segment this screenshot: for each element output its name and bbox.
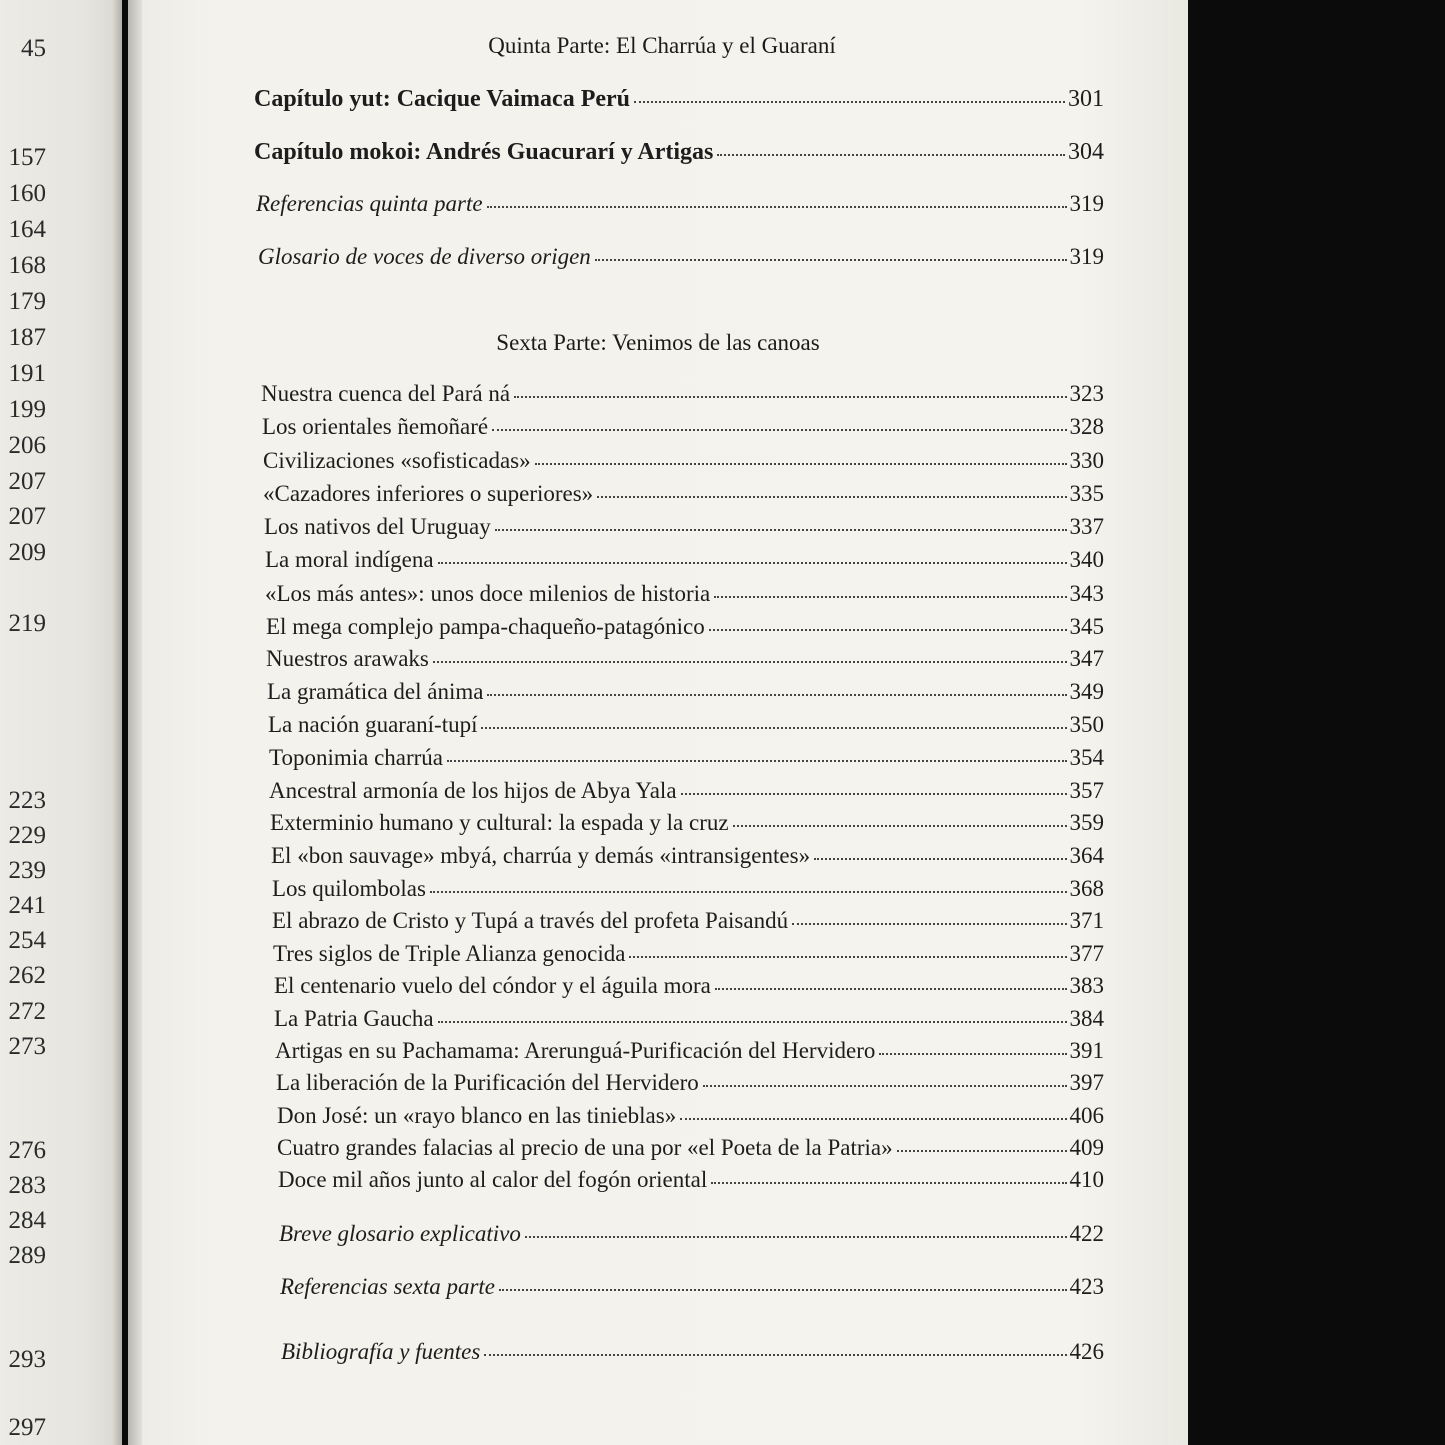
entry-title: Toponimia charrúa: [269, 745, 444, 770]
extra-title: Bibliografía y fuentes: [281, 1339, 481, 1364]
toc-entry: [274, 974, 1104, 997]
extra-title: Referencias sexta parte: [280, 1274, 496, 1299]
dot-leader: [717, 154, 1065, 156]
entry-title: Los quilombolas: [272, 876, 426, 901]
dot-leader: [481, 727, 1066, 729]
entry-page: 364: [1069, 843, 1104, 868]
entry-page: 323: [1069, 381, 1104, 406]
page-number: 206: [8, 432, 46, 459]
page-number: 276: [8, 1137, 46, 1164]
toc-entry: [270, 811, 1104, 834]
entry-page: 349: [1069, 679, 1104, 704]
dot-leader: [703, 1085, 1067, 1087]
toc-chapter: [254, 140, 1104, 164]
entry-page: 335: [1069, 481, 1104, 506]
dot-leader: [879, 1053, 1066, 1055]
entry-title: Los orientales ñemoñaré: [262, 414, 489, 439]
toc-entry: [264, 515, 1104, 538]
page-number: 284: [8, 1207, 46, 1234]
page-number: 272: [8, 998, 46, 1025]
entry-page: 345: [1069, 614, 1104, 639]
toc-entry: [265, 582, 1104, 605]
dot-leader: [629, 956, 1066, 958]
dot-leader: [484, 1354, 1066, 1356]
entry-page: 397: [1069, 1070, 1104, 1095]
dot-leader: [535, 463, 1067, 465]
page-number: 297: [8, 1414, 46, 1441]
toc-entry: [276, 1071, 1104, 1094]
toc-entry: [266, 615, 1104, 638]
previous-page: [0, 0, 122, 1445]
entry-title: Cuatro grandes falacias al precio de una por «el Poeta de la Patria»: [277, 1135, 893, 1160]
page-number: 283: [8, 1172, 46, 1199]
entry-page: 377: [1069, 941, 1104, 966]
extra-title: Referencias quinta parte: [256, 191, 483, 216]
entry-page: 330: [1069, 448, 1104, 473]
page-number: 254: [8, 927, 46, 954]
toc-extra: [256, 192, 1104, 215]
page-number: 273: [8, 1033, 46, 1060]
entry-title: El «bon sauvage» mbyá, charrúa y demás «intransigentes»: [271, 843, 811, 868]
entry-page: 340: [1069, 547, 1104, 572]
extra-page: 422: [1069, 1221, 1104, 1246]
page-number: 157: [8, 144, 46, 171]
dot-leader: [595, 259, 1067, 261]
chapter-page: 304: [1068, 139, 1104, 165]
toc-entry: [262, 415, 1104, 438]
toc-entry: [267, 680, 1104, 703]
entry-title: «Cazadores inferiores o superiores»: [263, 481, 594, 506]
toc-entry: [266, 647, 1104, 670]
entry-title: El mega complejo pampa-chaqueño-patagónico: [266, 614, 705, 639]
dot-leader: [634, 101, 1065, 103]
table-of-contents-page: [128, 0, 1188, 1445]
entry-page: 343: [1069, 581, 1104, 606]
entry-page: 354: [1069, 745, 1104, 770]
entry-title: Doce mil años junto al calor del fogón oriental: [278, 1167, 708, 1192]
page-number: 160: [8, 180, 46, 207]
toc-entry: [269, 779, 1104, 802]
chapter-title: Capítulo mokoi: Andrés Guacurarí y Artigas: [254, 139, 714, 165]
dot-leader: [680, 1118, 1066, 1120]
toc-extra: [258, 245, 1104, 268]
book-gutter-shadow: [112, 0, 142, 1445]
page-number: 262: [8, 962, 46, 989]
page-number: 239: [8, 857, 46, 884]
entry-title: Artigas en su Pachamama: Arerunguá-Purificación del Hervidero: [275, 1038, 876, 1063]
page-number: 191: [8, 360, 46, 387]
dot-leader: [447, 760, 1066, 762]
toc-chapter: [254, 87, 1104, 111]
entry-title: «Los más antes»: unos doce milenios de historia: [265, 581, 711, 606]
entry-page: 328: [1069, 414, 1104, 439]
page-number: 241: [8, 892, 46, 919]
dot-leader: [495, 529, 1067, 531]
toc-entry: [272, 909, 1104, 932]
dot-leader: [711, 1182, 1066, 1184]
toc-entry: [261, 382, 1104, 405]
entry-title: Exterminio humano y cultural: la espada y la cruz: [270, 810, 729, 835]
dot-leader: [681, 793, 1067, 795]
entry-page: 391: [1069, 1038, 1104, 1063]
toc-entry: [272, 877, 1104, 900]
dot-leader: [499, 1289, 1066, 1291]
page-number: 207: [8, 468, 46, 495]
dot-leader: [709, 629, 1067, 631]
page-number: 289: [8, 1242, 46, 1269]
entry-title: La liberación de la Purificación del Hervidero: [276, 1070, 699, 1095]
dark-background: [1188, 0, 1445, 1445]
dot-leader: [487, 206, 1067, 208]
entry-title: La gramática del ánima: [267, 679, 484, 704]
sixth-part-heading: Sexta Parte: Venimos de las canoas: [496, 330, 820, 355]
page-number: 209: [8, 539, 46, 566]
page-number: 199: [8, 396, 46, 423]
entry-page: 410: [1069, 1167, 1104, 1192]
dot-leader: [733, 825, 1067, 827]
toc-entry: [277, 1136, 1104, 1159]
page-number: 164: [8, 216, 46, 243]
page-number: 168: [8, 252, 46, 279]
entry-title: La nación guaraní-tupí: [268, 712, 478, 737]
entry-page: 409: [1069, 1135, 1104, 1160]
dot-leader: [514, 396, 1066, 398]
fifth-part-heading: Quinta Parte: El Charrúa y el Guaraní: [488, 33, 836, 58]
entry-title: Los nativos del Uruguay: [264, 514, 491, 539]
toc-extra: [279, 1222, 1104, 1245]
entry-title: Nuestra cuenca del Pará ná: [261, 381, 511, 406]
page-number: 223: [8, 787, 46, 814]
entry-page: 371: [1069, 908, 1104, 933]
dot-leader: [487, 694, 1066, 696]
toc-entry: [275, 1039, 1104, 1062]
toc-entry: [265, 548, 1104, 571]
extra-title: Breve glosario explicativo: [279, 1221, 521, 1246]
page-number: 207: [8, 503, 46, 530]
entry-title: Civilizaciones «sofisticadas»: [263, 448, 531, 473]
entry-page: 384: [1069, 1006, 1104, 1031]
entry-page: 357: [1069, 778, 1104, 803]
toc-entry: [269, 746, 1104, 769]
toc-entry: [278, 1168, 1104, 1191]
toc-entry: [274, 1007, 1104, 1030]
entry-page: 368: [1069, 876, 1104, 901]
entry-page: 350: [1069, 712, 1104, 737]
dot-leader: [714, 596, 1066, 598]
entry-title: Nuestros arawaks: [266, 646, 429, 671]
entry-title: Ancestral armonía de los hijos de Abya Yala: [269, 778, 677, 803]
toc-extra: [280, 1275, 1104, 1298]
entry-page: 347: [1069, 646, 1104, 671]
page-number: 179: [8, 288, 46, 315]
dot-leader: [792, 923, 1066, 925]
page-number: 293: [8, 1346, 46, 1373]
toc-entry: [263, 449, 1104, 472]
page-number: 45: [21, 35, 46, 62]
extra-page: 426: [1069, 1339, 1104, 1364]
entry-page: 337: [1069, 514, 1104, 539]
dot-leader: [438, 562, 1067, 564]
entry-title: Don José: un «rayo blanco en las tinieblas»: [277, 1103, 677, 1128]
entry-title: La moral indígena: [265, 547, 434, 572]
toc-entry: [277, 1104, 1104, 1127]
entry-title: La Patria Gaucha: [274, 1006, 434, 1031]
extra-page: 319: [1069, 191, 1104, 216]
chapter-page: 301: [1068, 86, 1104, 112]
dot-leader: [525, 1236, 1067, 1238]
toc-entry: [273, 942, 1104, 965]
page-number: 219: [8, 610, 46, 637]
toc-entry: [268, 713, 1104, 736]
entry-page: 359: [1069, 810, 1104, 835]
extra-title: Glosario de voces de diverso origen: [258, 244, 591, 269]
entry-title: El centenario vuelo del cóndor y el águila mora: [274, 973, 711, 998]
page-number: 229: [8, 822, 46, 849]
entry-page: 406: [1069, 1103, 1104, 1128]
dot-leader: [814, 858, 1066, 860]
entry-title: Tres siglos de Triple Alianza genocida: [273, 941, 626, 966]
dot-leader: [430, 891, 1067, 893]
entry-title: El abrazo de Cristo y Tupá a través del profeta Paisandú: [272, 908, 789, 933]
dot-leader: [597, 496, 1066, 498]
toc-extra: [281, 1340, 1104, 1363]
extra-page: 319: [1069, 244, 1104, 269]
toc-entry: [263, 482, 1104, 505]
dot-leader: [715, 988, 1067, 990]
entry-page: 383: [1069, 973, 1104, 998]
dot-leader: [897, 1150, 1067, 1152]
extra-page: 423: [1069, 1274, 1104, 1299]
dot-leader: [433, 661, 1067, 663]
dot-leader: [438, 1021, 1067, 1023]
toc-entry: [271, 844, 1104, 867]
chapter-title: Capítulo yut: Cacique Vaimaca Perú: [254, 86, 631, 112]
dot-leader: [492, 429, 1066, 431]
page-number: 187: [8, 324, 46, 351]
